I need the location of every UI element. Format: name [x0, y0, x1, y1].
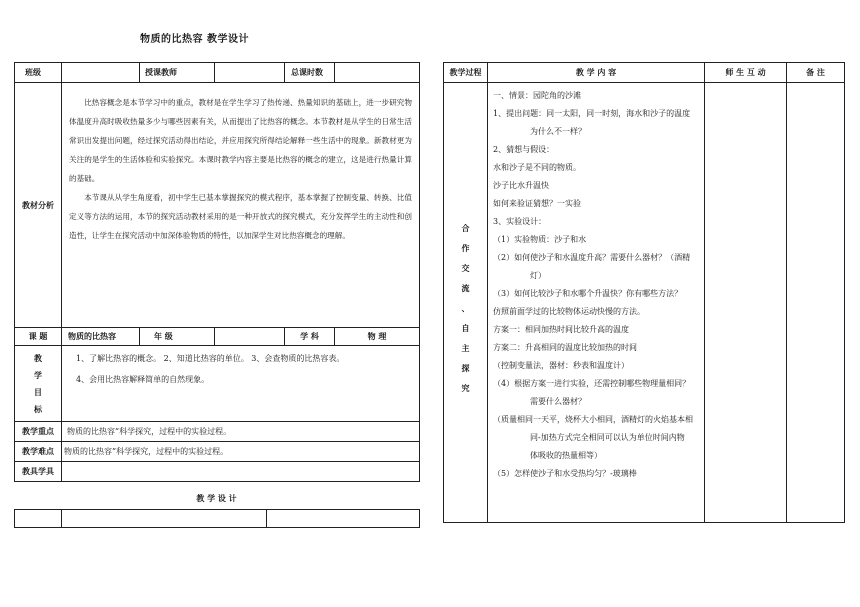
- lesson-info-table: [14, 62, 420, 482]
- content-cell: [488, 83, 705, 523]
- key-point-label: 教学重点: [15, 422, 62, 442]
- process-label-char: 合: [461, 223, 470, 233]
- content-line: 为什么不一样？: [530, 127, 586, 136]
- goals-line-2: 4、会用比热容解释简单的自然现象。: [76, 375, 210, 384]
- interaction-header: 师 生 互 动: [705, 63, 787, 83]
- process-body-row: [444, 83, 845, 523]
- goals-row: [15, 346, 420, 422]
- topic-label: 课 题: [15, 328, 62, 346]
- content-line: （控制变量法，器材：秒表和温度计）: [493, 361, 629, 370]
- content-line: 同-加热方式完全相同可以认为单位时间内物: [530, 433, 685, 442]
- subject-value: 物 理: [335, 328, 420, 346]
- design-row: [15, 510, 420, 528]
- tools-label: 教具学具: [15, 462, 62, 482]
- interaction-cell: [705, 83, 787, 523]
- content-line: 1、提出问题：同一太阳，同一时刻，海水和沙子的温度: [493, 109, 691, 118]
- difficulty-row: [15, 442, 420, 462]
- grade-label: 年 级: [140, 328, 215, 346]
- header-row: [15, 63, 420, 83]
- goals-label-char: 标: [34, 403, 42, 414]
- process-label-char: 、: [461, 303, 470, 313]
- content-line: 沙子比水升温快: [493, 181, 549, 190]
- teacher-label: 授课教师: [140, 63, 215, 83]
- analysis-label: 教材分析: [15, 83, 62, 328]
- content-line: 3、实验设计：: [493, 217, 547, 226]
- subject-label: 学 科: [285, 328, 335, 346]
- content-line: 方案二：升高相同的温度比较加热的时间: [493, 343, 637, 352]
- design-table: [14, 509, 420, 528]
- content-line: （质量相同一天平，烧杯大小相同，酒精灯的火焰基本相: [493, 415, 693, 424]
- design-cell: [267, 510, 420, 528]
- class-value: [62, 63, 140, 83]
- process-label: [444, 83, 488, 523]
- process-label-char: 交: [461, 263, 470, 273]
- process-label-char: 作: [461, 243, 470, 253]
- goals-label: [15, 346, 62, 422]
- content-line: 方案一：相同加热时间比较升高的温度: [493, 325, 629, 334]
- topic-value: 物质的比热容: [62, 328, 140, 346]
- content-line: 仿照前面学过的比较物体运动快慢的方法。: [493, 307, 645, 316]
- content-line: 如何来验证猜想？一实验: [493, 199, 581, 208]
- tools-row: [15, 462, 420, 482]
- content-line: 体吸收的热量相等）: [530, 451, 602, 460]
- content-line: （3）如何比较沙子和水哪个升温快？你有哪些方法？: [493, 289, 683, 298]
- process-label-char: 主: [461, 343, 470, 353]
- goals-label-char: 目: [34, 386, 42, 397]
- subject-row: [15, 328, 420, 346]
- notes-header: 备 注: [787, 63, 845, 83]
- content-line: 灯）: [530, 271, 546, 280]
- goals-line-1: 1、了解比热容的概念。 2、知道比热容的单位。 3、会查物质的比热容表。: [76, 354, 345, 363]
- key-point-row: [15, 422, 420, 442]
- design-cell: [15, 510, 62, 528]
- content-line: （5）怎样使沙子和水受热均匀？-玻璃棒: [493, 469, 637, 478]
- content-line: （1）实验物质：沙子和水: [493, 235, 587, 244]
- content-header: 教 学 内 容: [488, 63, 705, 83]
- notes-cell: [787, 83, 845, 523]
- class-label: 班级: [15, 63, 62, 83]
- content-line: 水和沙子是不同的物质。: [493, 163, 581, 172]
- process-label-char: 自: [461, 323, 470, 333]
- goals-label-char: 教: [34, 352, 42, 363]
- process-header-row: [444, 63, 845, 83]
- content-line: 2、猜想与假设：: [493, 145, 555, 154]
- document-title: 物质的比热容 教学设计: [140, 34, 249, 45]
- teacher-value: [215, 63, 285, 83]
- teaching-process-table: [443, 62, 845, 523]
- hours-label: 总课时数: [285, 63, 335, 83]
- process-header: 教学过程: [444, 63, 488, 83]
- grade-value: [215, 328, 285, 346]
- content-line: 需要什么器材？: [530, 397, 586, 406]
- key-point-value: 物质的比热容”科学探究，过程中的实验过程。: [62, 422, 420, 442]
- analysis-row: [15, 83, 420, 328]
- analysis-paragraph-2: 本节课从从学生角度看，初中学生已基本掌握探究的模式程序，基本掌握了控制变量、转换、比值定义等方法的运用，本节的探究活动教材采用的是一种开放式的探究模式，充分发挥学生的主动性和创造性，让学生在探究活动中加深体验物质的特性，以加深学生对比热容概念的理解。: [69, 193, 412, 240]
- tools-value: [62, 462, 420, 482]
- design-heading: 教 学 设 计: [196, 493, 237, 503]
- process-label-char: 究: [461, 383, 470, 393]
- goals-label-char: 学: [34, 369, 42, 380]
- content-line: 一、情景：园陀角的沙滩: [493, 91, 581, 100]
- content-line: （2）如何使沙子和水温度升高？需要什么器材？（酒精: [493, 253, 691, 262]
- difficulty-label: 教学难点: [15, 442, 62, 462]
- design-cell: [62, 510, 267, 528]
- analysis-paragraph-1: 比热容概念是本节学习中的重点，教材是在学生学习了热传递、热量知识的基础上，进一步研究物体温度升高时吸收热量多少与哪些因素有关，从而提出了比热容的概念。本节教材是从学生的日常生活常识出发提出问题，经过探究活动得出结论，并应用探究所得结论解释一些生活中的现象。新教材更为关注的是学生的生活体验和实验探究。本课时教学内容主要是比热容的概念的建立，这是进行热量计算的基础。: [69, 98, 412, 183]
- process-label-char: 流: [461, 283, 470, 293]
- content-line: （4）根据方案一进行实验，还需控制哪些物理量相同？: [493, 379, 691, 388]
- difficulty-value: 物质的比热容”科学探究，过程中的实验过程。: [62, 442, 420, 462]
- process-label-char: 探: [461, 363, 470, 373]
- hours-value: [335, 63, 420, 83]
